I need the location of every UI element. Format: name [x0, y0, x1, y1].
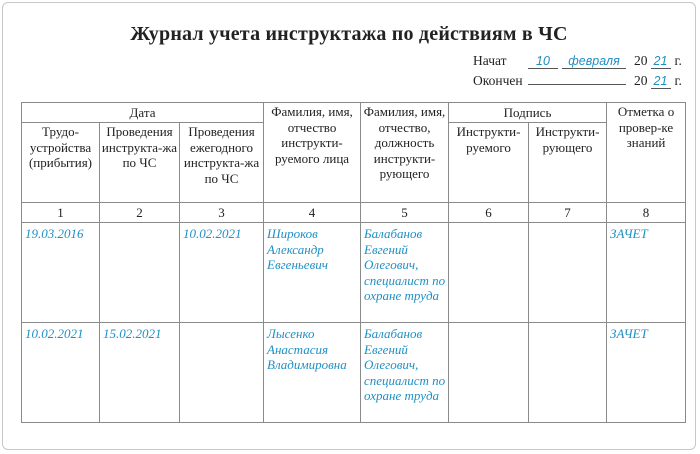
briefing-journal-table: [21, 102, 686, 423]
table-row: [22, 223, 686, 323]
column-number: 6: [449, 203, 529, 223]
instructor-signature-cell: [529, 223, 607, 323]
column-number-row: [22, 203, 686, 223]
instructor-name-cell: Балабанов Евгений Олегович, специалист по охране труда: [361, 223, 449, 323]
finished-year-prefix: 20: [634, 73, 648, 88]
date-group-header: Дата: [22, 103, 264, 123]
signature-group-header: Подпись: [449, 103, 607, 123]
journal-page: [2, 2, 696, 450]
ch-briefing-cell: [100, 223, 180, 323]
column-number: 7: [529, 203, 607, 223]
instructor-signature-cell: [529, 323, 607, 423]
ch-briefing-header: Проведения инструкта-жа по ЧС: [100, 123, 180, 203]
journal-dates: [473, 53, 695, 93]
annual-briefing-header: Проведения ежегодного инструкта-жа по ЧС: [180, 123, 264, 203]
started-year: 21: [651, 54, 671, 69]
finished-label: Окончен: [473, 73, 523, 88]
knowledge-check-cell: ЗАЧЕТ: [607, 323, 686, 423]
employment-date-header: Трудо-устройства (прибытия): [22, 123, 100, 203]
trainee-signature-header: Инструкти-руемого: [449, 123, 529, 203]
started-day: 10: [528, 54, 558, 69]
trainee-name-cell: Лысенко Анастасия Владимировна: [264, 323, 361, 423]
started-month: февраля: [562, 54, 626, 69]
finished-day-month-blank: [528, 84, 626, 85]
instructor-name-cell: Балабанов Евгений Олегович, специалист по охране труда: [361, 323, 449, 423]
employment-date-cell: 19.03.2016: [22, 223, 100, 323]
column-number: 8: [607, 203, 686, 223]
annual-briefing-cell: 10.02.2021: [180, 223, 264, 323]
instructor-name-header: Фамилия, имя, отчество, должность инструкти-рующего: [361, 103, 449, 203]
knowledge-check-header: Отметка о провер-ке знаний: [607, 103, 686, 203]
column-number: 3: [180, 203, 264, 223]
started-year-prefix: 20: [634, 53, 648, 68]
header-row-groups: [22, 103, 686, 123]
column-number: 4: [264, 203, 361, 223]
trainee-name-cell: Широков Александр Евгеньевич: [264, 223, 361, 323]
employment-date-cell: 10.02.2021: [22, 323, 100, 423]
trainee-signature-cell: [449, 223, 529, 323]
column-number: 5: [361, 203, 449, 223]
finished-date-row: [473, 73, 695, 93]
trainee-signature-cell: [449, 323, 529, 423]
trainee-name-header: Фамилия, имя, отчество инструкти-руемого лица: [264, 103, 361, 203]
finished-year: 21: [651, 74, 671, 89]
knowledge-check-cell: ЗАЧЕТ: [607, 223, 686, 323]
started-date-row: [473, 53, 695, 73]
started-label: Начат: [473, 53, 507, 68]
column-number: 2: [100, 203, 180, 223]
started-year-suffix: г.: [674, 53, 682, 68]
document-title: Журнал учета инструктажа по действиям в ЧС: [130, 23, 568, 45]
annual-briefing-cell: [180, 323, 264, 423]
instructor-signature-header: Инструкти-рующего: [529, 123, 607, 203]
table-row: [22, 323, 686, 423]
column-number: 1: [22, 203, 100, 223]
ch-briefing-cell: 15.02.2021: [100, 323, 180, 423]
finished-year-suffix: г.: [674, 73, 682, 88]
